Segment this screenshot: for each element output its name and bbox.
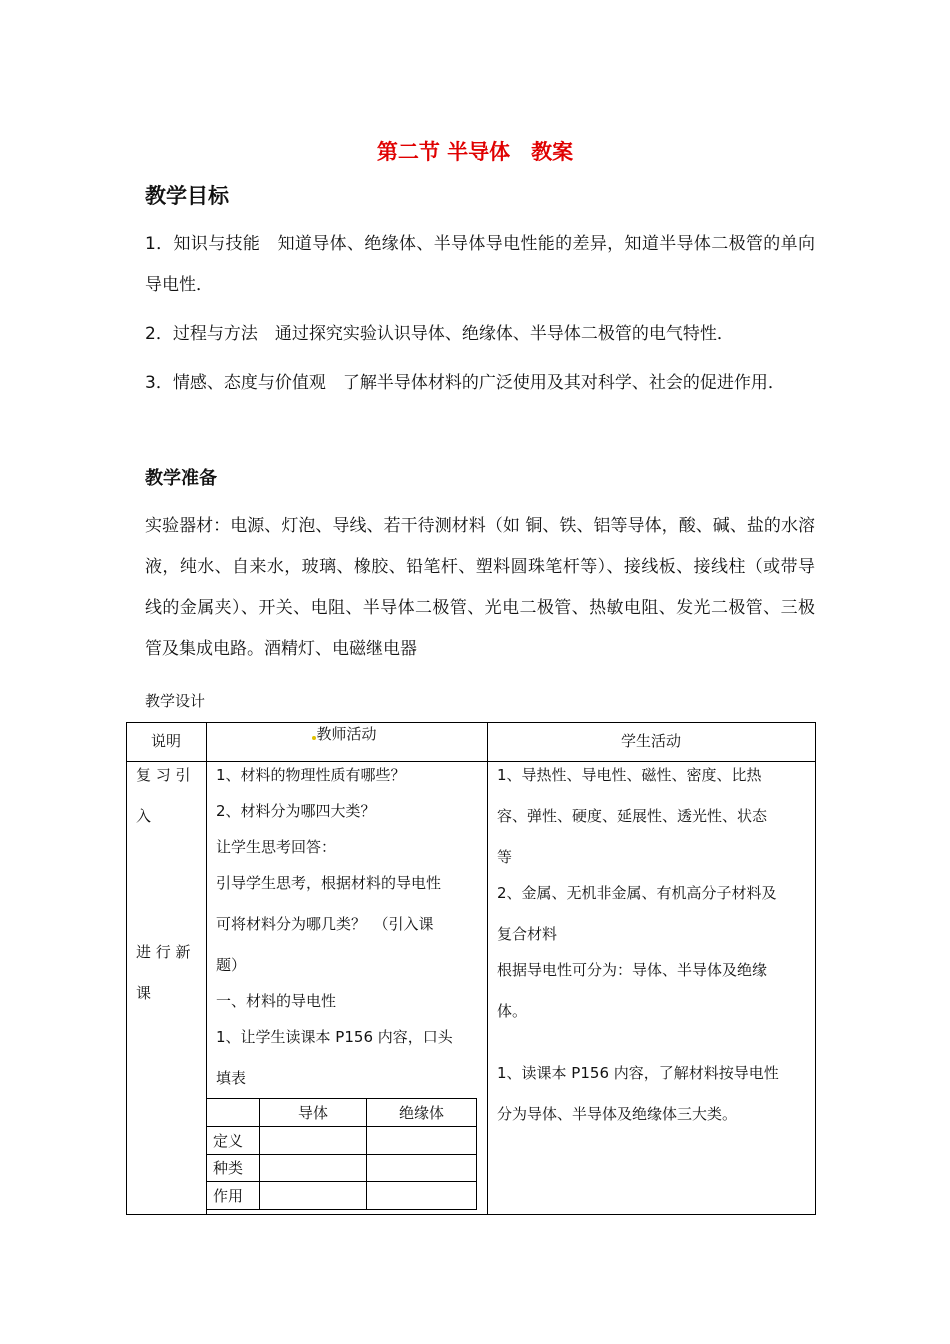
student-line-5: 复合材料 (497, 925, 558, 943)
student-line-4: 2、金属、无机非金属、有机高分子材料及 (497, 884, 777, 902)
lesson-design-table (126, 722, 816, 1215)
fill-table-blank[interactable] (260, 1126, 367, 1154)
prep-text: 实验器材：电源、灯泡、导线、若干待测材料（如 铜、铁、铝等导体，酸、碱、盐的水溶液，纯水、自来水，玻璃、橡胶、铅笔杆、塑料圆珠笔杆等）、接线板、接线柱（或带导线的金属夹）、开关、电阻、半导体二极管、光电二极管、热敏电阻、发光二极管、三极管及集成电路。酒精灯、电磁继电器 (145, 516, 815, 659)
fill-table-blank[interactable] (260, 1154, 367, 1182)
fill-table-blank[interactable] (367, 1126, 477, 1154)
header-student: 学生活动 (620, 732, 681, 750)
page-title: 第二节 半导体 教案 (376, 140, 574, 164)
goals-heading: 教学目标 (145, 184, 229, 208)
fill-table-blank[interactable] (367, 1154, 477, 1182)
student-line-6: 根据导电性可分为：导体、半导体及绝缘 (497, 961, 768, 979)
student-line-7: 体。 (497, 1002, 528, 1020)
goal-item-1: 1．知识与技能 知道导体、绝缘体、半导体导电性能的差异，知道半导体二极管的单向导电性． (145, 234, 815, 295)
notes-line-2: 入 (136, 807, 152, 825)
fill-in-table (206, 1098, 477, 1210)
teacher-line-1: 1、材料的物理性质有哪些？ (216, 766, 406, 784)
student-line-9: 分为导体、半导体及绝缘体三大类。 (497, 1105, 738, 1123)
teacher-line-2: 2、材料分为哪四大类？ (216, 802, 376, 820)
fill-table-corner (207, 1099, 260, 1127)
goal-item-3: 3．情感、态度与价值观 了解半导体材料的广泛使用及其对科学、社会的促进作用． (145, 373, 785, 393)
fill-table-row-use: 作用 (207, 1182, 260, 1210)
teacher-line-7: 一、材料的导电性 (216, 992, 337, 1010)
goal-item-2: 2．过程与方法 通过探究实验认识导体、绝缘体、半导体二极管的电气特性． (145, 324, 734, 344)
fill-table-header-insulator: 绝缘体 (367, 1099, 477, 1127)
prep-heading: 教学准备 (145, 468, 217, 489)
fill-table-blank[interactable] (260, 1182, 367, 1210)
teacher-line-5: 可将材料分为哪几类？ （引入课 (216, 915, 434, 933)
teacher-line-4: 引导学生思考，根据材料的导电性 (216, 874, 442, 892)
student-line-1: 1、导热性、导电性、磁性、密度、比热 (497, 766, 762, 784)
teacher-line-3: 让学生思考回答： (216, 838, 337, 856)
fill-table-row-types: 种类 (207, 1154, 260, 1182)
student-line-8: 1、读课本 P156 内容，了解材料按导电性 (497, 1064, 779, 1082)
teacher-line-8: 1、让学生读课本 P156 内容，口头 (216, 1028, 453, 1046)
fill-table-header-conductor: 导体 (260, 1099, 367, 1127)
student-line-3: 等 (497, 848, 513, 866)
fill-table-blank[interactable] (367, 1182, 477, 1210)
student-line-2: 容、弹性、硬度、延展性、透光性、状态 (497, 807, 768, 825)
fill-table-row-definition: 定义 (207, 1126, 260, 1154)
notes-line-3: 进 行 新 (136, 943, 191, 961)
teacher-line-6: 题） (216, 956, 247, 974)
design-caption: 教学设计 (145, 692, 206, 710)
teacher-line-9: 填表 (216, 1069, 247, 1087)
header-teacher: 教师活动 (316, 725, 377, 743)
notes-line-4: 课 (136, 984, 152, 1002)
notes-line-1: 复 习 引 (136, 766, 191, 784)
header-notes: 说明 (150, 732, 181, 750)
